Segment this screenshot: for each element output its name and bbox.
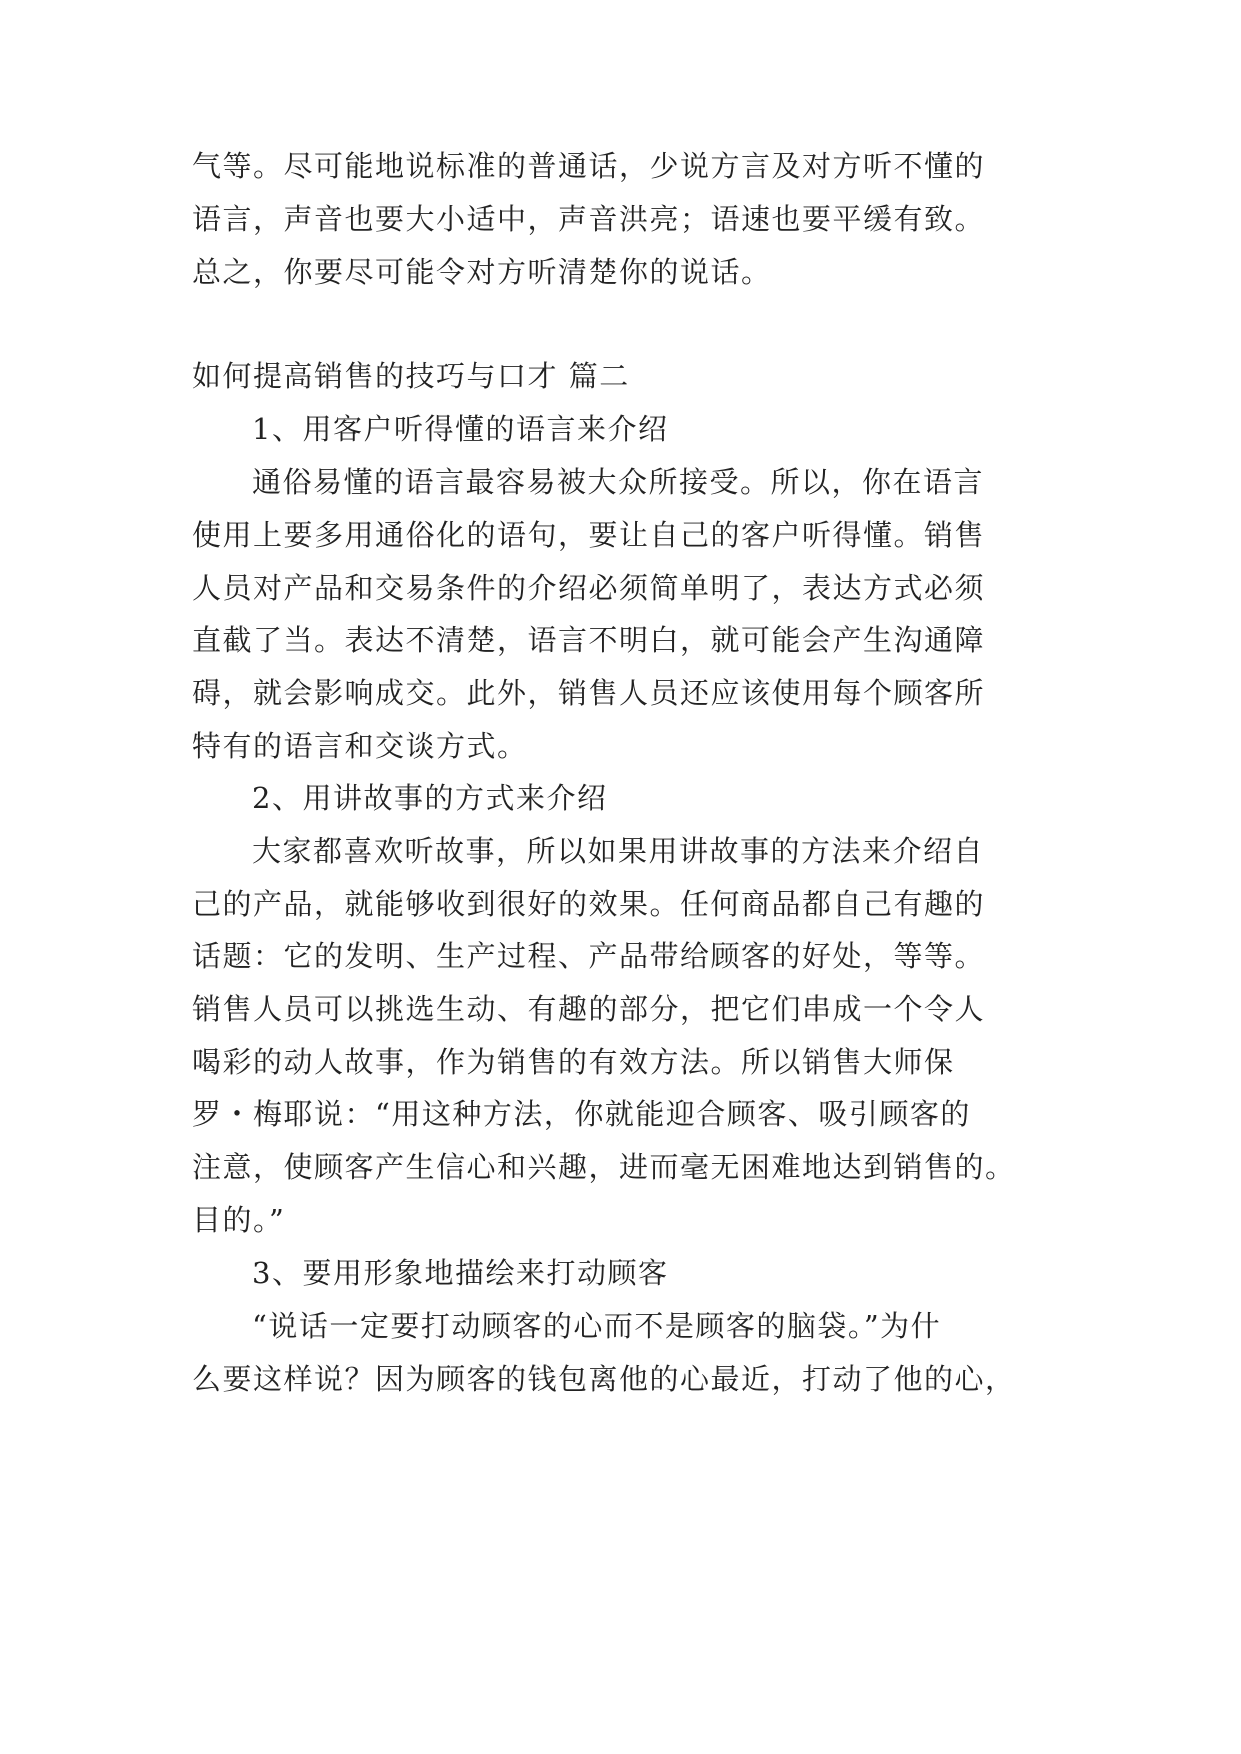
paragraph-line: “说话一定要打动顾客的心而不是顾客的脑袋。”为什	[252, 1309, 942, 1343]
paragraph-line: 总之，你要尽可能令对方听清楚你的说话。	[192, 255, 772, 289]
paragraph-line: 通俗易懂的语言最容易被大众所接受。所以，你在语言	[252, 465, 985, 499]
item-heading: 1、用客户听得懂的语言来介绍	[252, 412, 669, 446]
section-title: 如何提高销售的技巧与口才 篇二	[192, 359, 630, 393]
paragraph-line: 己的产品，就能够收到很好的效果。任何商品都自己有趣的	[192, 887, 986, 921]
paragraph-line: 销售人员可以挑选生动、有趣的部分，把它们串成一个令人	[192, 992, 986, 1026]
item-heading: 2、用讲故事的方式来介绍	[252, 781, 608, 815]
paragraph-line: 语言，声音也要大小适中，声音洪亮；语速也要平缓有致。	[192, 202, 986, 236]
paragraph-line: 气等。尽可能地说标准的普通话，少说方言及对方听不懂的	[192, 149, 986, 183]
paragraph-line: 使用上要多用通俗化的语句，要让自己的客户听得懂。销售	[192, 518, 986, 552]
paragraph-line: 么要这样说？因为顾客的钱包离他的心最近，打动了他的心，	[192, 1362, 1016, 1396]
paragraph-line: 喝彩的动人故事，作为销售的有效方法。所以销售大师保	[192, 1045, 955, 1079]
paragraph-line: 碍，就会影响成交。此外，销售人员还应该使用每个顾客所	[192, 676, 986, 710]
paragraph-line: 人员对产品和交易条件的介绍必须简单明了，表达方式必须	[192, 571, 986, 605]
paragraph-line: 目的。”	[192, 1203, 286, 1237]
paragraph-line: 话题：它的发明、生产过程、产品带给顾客的好处，等等。	[192, 939, 986, 973]
paragraph-line: 罗・梅耶说：“用这种方法，你就能迎合顾客、吸引顾客的	[192, 1097, 971, 1131]
paragraph-line: 大家都喜欢听故事，所以如果用讲故事的方法来介绍自	[252, 834, 985, 868]
paragraph-line: 直截了当。表达不清楚，语言不明白，就可能会产生沟通障	[192, 623, 986, 657]
item-heading: 3、要用形象地描绘来打动顾客	[252, 1256, 669, 1290]
paragraph-line: 注意，使顾客产生信心和兴趣，进而毫无困难地达到销售的。	[192, 1150, 1016, 1184]
paragraph-line: 特有的语言和交谈方式。	[192, 729, 528, 763]
